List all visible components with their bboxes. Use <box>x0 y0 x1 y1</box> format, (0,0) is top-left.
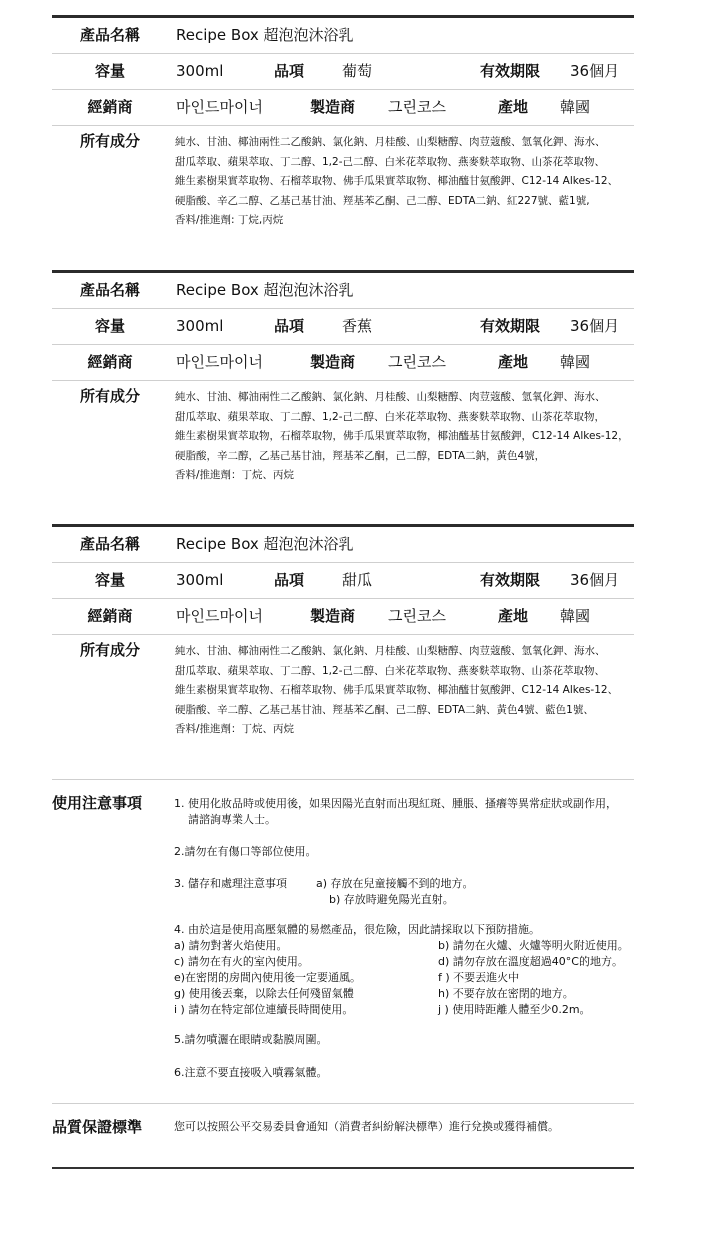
note-1-line-1: 1. 使用化妝品時或使用後，如果因陽光直射而出現紅斑、腫脹、搔癢等異常症狀或副作用， <box>174 797 617 810</box>
row-ingredients <box>52 635 634 746</box>
manufacturer-value: 그린코스 <box>388 607 446 625</box>
label-quality: 品質保證標準 <box>52 1118 143 1136</box>
label-distributor: 經銷商 <box>87 607 133 625</box>
origin-value: 韓國 <box>560 353 591 371</box>
product-name-value: Recipe Box 超泡泡沐浴乳 <box>176 281 354 299</box>
note-4-item: c) 請勿在有火的室內使用。 <box>174 955 309 968</box>
label-expiry: 有效期限 <box>480 62 541 80</box>
manufacturer-value: 그린코스 <box>388 98 446 116</box>
distributor-value: 마인드마이너 <box>176 98 263 116</box>
note-4-item: d) 請勿存放在溫度超過40°C的地方。 <box>438 955 623 968</box>
item-value: 甜瓜 <box>342 571 373 589</box>
label-item: 品項 <box>274 317 305 335</box>
label-ingredients: 所有成分 <box>79 641 140 659</box>
product-block-3 <box>52 524 634 746</box>
row-capacity <box>52 309 634 345</box>
label-distributor: 經銷商 <box>87 98 133 116</box>
label-origin: 產地 <box>498 98 529 116</box>
label-manufacturer: 製造商 <box>310 98 356 116</box>
ingredients-line: 香料/推進劑: 丁烷,丙烷 <box>175 214 284 226</box>
note-3-b: b) 存放時避免陽光直射。 <box>329 893 454 906</box>
ingredients-line: 甜瓜萃取、蘋果萃取、丁二醇、1,2-己二醇、白米花萃取物、燕麥麩萃取物、山茶花萃取物、 <box>175 664 605 677</box>
note-3-a: a) 存放在兒童接觸不到的地方。 <box>316 877 474 890</box>
ingredients-line: 純水、甘油、椰油兩性二乙酸鈉、氯化鈉、月桂酸、山梨糖醇、肉荳蔻酸、氫氧化鉀、海水、 <box>175 645 606 657</box>
label-item: 品項 <box>274 571 305 589</box>
expiry-value: 36個月 <box>570 62 620 80</box>
label-origin: 產地 <box>498 353 529 371</box>
bottom-divider <box>52 1167 634 1169</box>
row-product-name <box>52 527 634 563</box>
note-6: 6.注意不要直接吸入噴霧氣體。 <box>174 1066 328 1079</box>
label-item: 品項 <box>274 62 305 80</box>
quality-text: 您可以按照公平交易委員會通知（消費者糾紛解決標準）進行兌換或獲得補償。 <box>174 1120 559 1133</box>
product-name-value: Recipe Box 超泡泡沐浴乳 <box>176 535 354 553</box>
ingredients-text <box>175 381 634 486</box>
ingredients-line: 硬脂酸，辛二醇，乙基己基甘油，羥基苯乙酮，己二醇，EDTA二鈉，黃色4號， <box>175 449 546 462</box>
ingredients-line: 純水、甘油、椰油兩性二乙酸鈉、氯化鈉、月桂酸、山梨糖醇、肉荳蔻酸、氫氧化鉀、海水、 <box>175 136 606 148</box>
item-value: 葡萄 <box>342 62 373 80</box>
product-name-value: Recipe Box 超泡泡沐浴乳 <box>176 26 354 44</box>
item-value: 香蕉 <box>342 317 373 335</box>
note-4-heading: 4. 由於這是使用高壓氣體的易燃產品，很危險，因此請採取以下預防措施。 <box>174 923 540 936</box>
ingredients-line: 香料/推進劑：丁烷、丙烷 <box>175 469 295 481</box>
expiry-value: 36個月 <box>570 571 620 589</box>
label-notes: 使用注意事項 <box>52 794 143 812</box>
row-ingredients <box>52 126 634 237</box>
row-distributor <box>52 599 634 635</box>
label-distributor: 經銷商 <box>87 353 133 371</box>
capacity-value: 300ml <box>176 571 224 589</box>
note-2: 2.請勿在有傷口等部位使用。 <box>174 845 317 858</box>
label-expiry: 有效期限 <box>480 571 541 589</box>
quality-divider <box>52 1103 634 1104</box>
ingredients-text <box>175 635 634 740</box>
label-capacity: 容量 <box>94 317 125 335</box>
note-4-item: i ) 請勿在特定部位連續長時間使用。 <box>174 1003 354 1016</box>
ingredients-text <box>175 126 634 231</box>
note-3-heading: 3. 儲存和處理注意事項 <box>174 877 287 890</box>
label-product-name: 產品名稱 <box>79 535 140 553</box>
ingredients-line: 維生素樹果實萃取物，石榴萃取物，佛手瓜果實萃取物，椰油醯基甘氨酸鉀，C12-14 Alkes-12， <box>175 430 629 442</box>
notes-divider <box>52 779 634 780</box>
note-4-item: j ) 使用時距離人體至少0.2m。 <box>438 1003 591 1016</box>
manufacturer-value: 그린코스 <box>388 353 446 371</box>
expiry-value: 36個月 <box>570 317 620 335</box>
note-4 <box>174 922 629 1018</box>
note-4-item: e)在密閉的房間內使用後一定要通風。 <box>174 971 362 984</box>
label-manufacturer: 製造商 <box>310 607 356 625</box>
note-4-item: h) 不要存放在密閉的地方。 <box>438 987 574 1000</box>
row-product-name <box>52 18 634 54</box>
ingredients-line: 甜瓜萃取、蘋果萃取、丁二醇、1,2-己二醇、白米花萃取物、燕麥麩萃取物、山茶花萃取物、 <box>175 155 605 168</box>
note-3 <box>174 876 474 908</box>
label-product-name: 產品名稱 <box>79 26 140 44</box>
note-4-item: a) 請勿對著火焰使用。 <box>174 939 288 952</box>
label-expiry: 有效期限 <box>480 317 541 335</box>
capacity-value: 300ml <box>176 317 224 335</box>
label-origin: 產地 <box>498 607 529 625</box>
label-capacity: 容量 <box>94 571 125 589</box>
ingredients-line: 純水、甘油、椰油兩性二乙酸鈉、氯化鈉、月桂酸、山梨糖醇、肉荳蔻酸、氫氧化鉀、海水、 <box>175 391 606 403</box>
ingredients-line: 硬脂酸、辛二醇、乙基己基甘油、羥基苯乙酮、己二醇、EDTA二鈉、黃色4號、藍色1號、 <box>175 703 594 716</box>
row-ingredients <box>52 381 634 492</box>
ingredients-line: 香料/推進劑：丁烷、丙烷 <box>175 723 295 735</box>
row-product-name <box>52 273 634 309</box>
origin-value: 韓國 <box>560 607 591 625</box>
distributor-value: 마인드마이너 <box>176 607 263 625</box>
row-distributor <box>52 90 634 126</box>
product-block-1 <box>52 15 634 237</box>
ingredients-line: 維生素樹果實萃取物、石榴萃取物、佛手瓜果實萃取物、椰油醯甘氨酸鉀、C12-14 Alkes-12、 <box>175 684 619 696</box>
ingredients-line: 硬脂酸、辛乙二醇、乙基己基甘油、羥基苯乙酮、己二醇、EDTA二鈉、紅227號、藍1號, <box>175 194 590 207</box>
label-ingredients: 所有成分 <box>79 387 140 405</box>
ingredients-line: 維生素樹果實萃取物、石榴萃取物、佛手瓜果實萃取物、椰油醯甘氨酸鉀、C12-14 Alkes-12、 <box>175 175 619 187</box>
row-distributor <box>52 345 634 381</box>
note-1-line-2: 請諮詢專業人士。 <box>188 813 276 826</box>
capacity-value: 300ml <box>176 62 224 80</box>
label-capacity: 容量 <box>94 62 125 80</box>
note-4-item: g) 使用後丟棄，以除去任何殘留氣體 <box>174 987 354 1000</box>
distributor-value: 마인드마이너 <box>176 353 263 371</box>
ingredients-line: 甜瓜萃取、蘋果萃取、丁二醇、1,2-己二醇、白米花萃取物、燕麥麩萃取物、山茶花萃取物， <box>175 410 605 423</box>
note-4-item: f ) 不要丟進火中 <box>438 971 520 984</box>
note-4-item: b) 請勿在火爐、火爐等明火附近使用。 <box>438 939 629 952</box>
product-block-2 <box>52 270 634 492</box>
origin-value: 韓國 <box>560 98 591 116</box>
row-capacity <box>52 54 634 90</box>
label-product-name: 產品名稱 <box>79 281 140 299</box>
label-ingredients: 所有成分 <box>79 132 140 150</box>
row-capacity <box>52 563 634 599</box>
note-5: 5.請勿噴灑在眼睛或黏膜周圍。 <box>174 1033 328 1046</box>
note-1 <box>174 796 617 828</box>
label-manufacturer: 製造商 <box>310 353 356 371</box>
